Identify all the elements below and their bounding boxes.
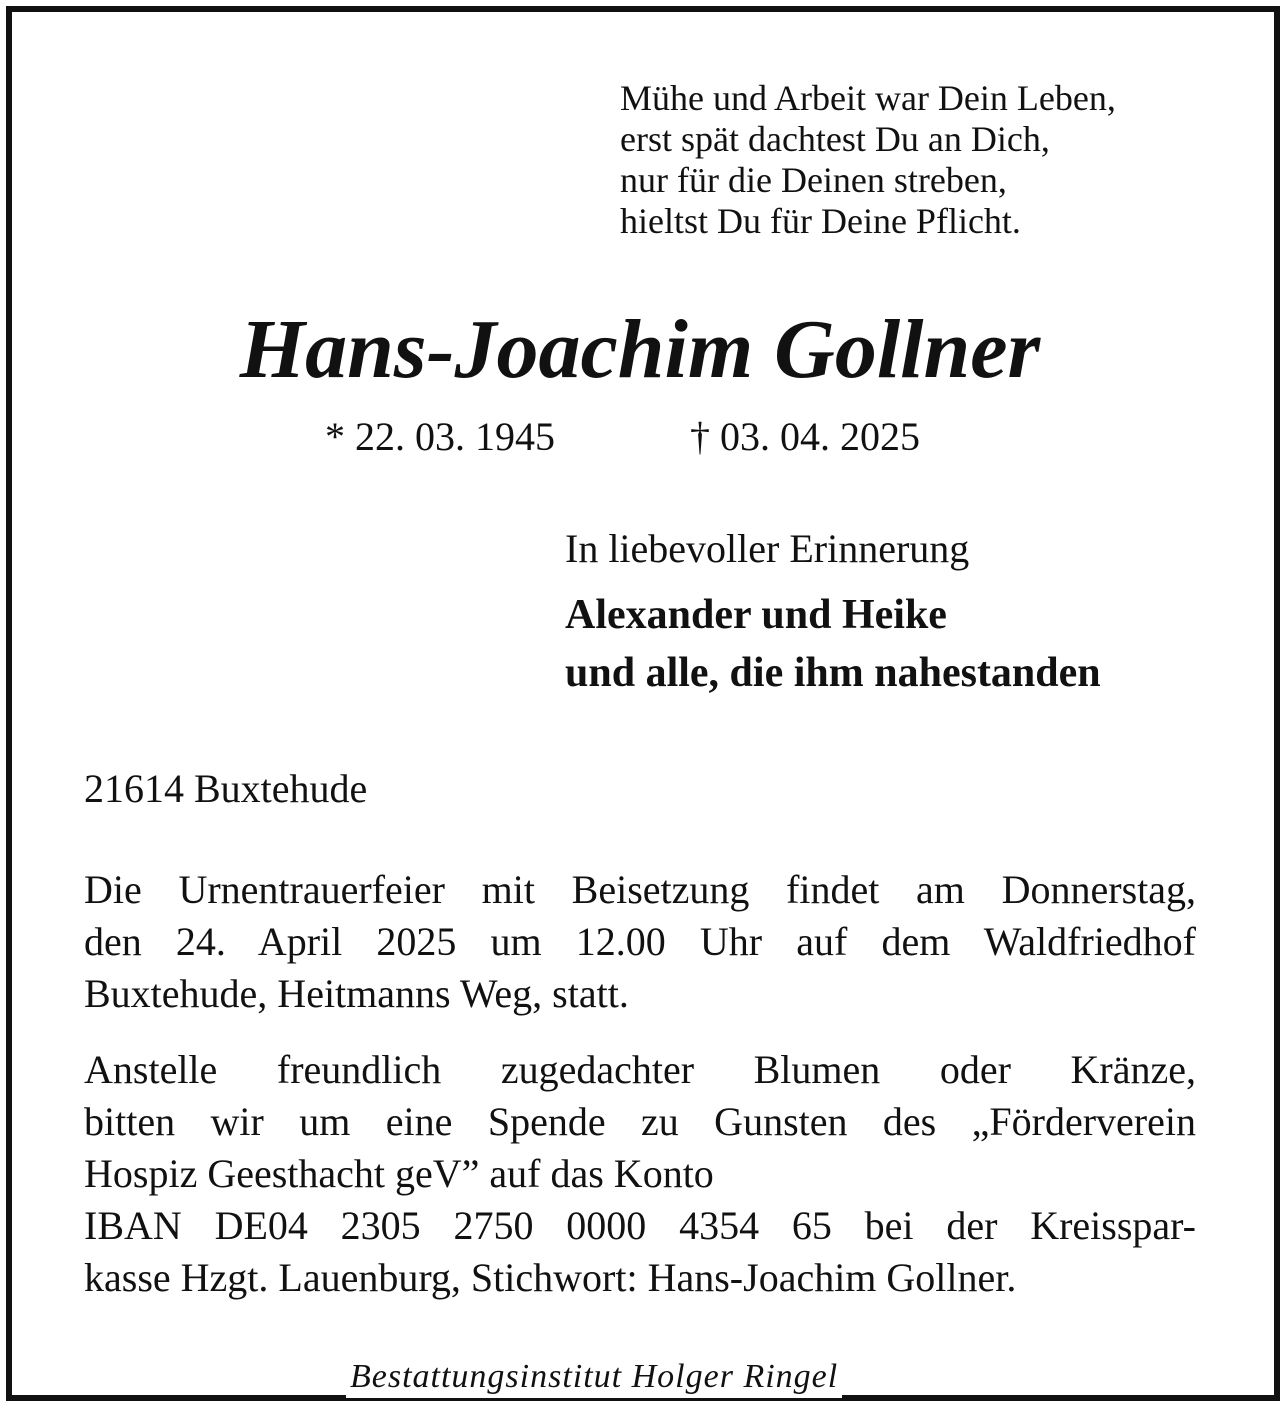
death-date: † 03. 04. 2025 [690, 414, 920, 459]
ceremony-line: den 24. April 2025 um 12.00 Uhr auf dem Waldfriedhof [84, 919, 1196, 964]
mourners-line: und alle, die ihm nahestanden [565, 650, 1101, 696]
memory-intro: In liebevoller Erinnerung [565, 526, 970, 571]
ceremony-paragraph [84, 864, 1196, 1020]
ceremony-line: Die Urnentrauerfeier mit Beisetzung findet am Donnerstag, [84, 867, 1196, 912]
donation-line: Hospiz Geesthacht geV” auf das Konto [84, 1151, 714, 1196]
verse-line: nur für die Deinen streben, [620, 160, 1007, 200]
donation-paragraph [84, 1044, 1196, 1304]
verse-line: erst spät dachtest Du an Dich, [620, 119, 1050, 159]
verse-line: Mühe und Arbeit war Dein Leben, [620, 78, 1116, 118]
footer [0, 1356, 1280, 1400]
mourners-names [565, 586, 1101, 702]
donation-line: Anstelle freundlich zugedachter Blumen oder Kränze, [84, 1047, 1196, 1092]
deceased-name: Hans-Joachim Gollner [239, 303, 1041, 396]
donation-line: IBAN DE04 2305 2750 0000 4354 65 bei der Kreisspar- [84, 1203, 1196, 1248]
birth-date: * 22. 03. 1945 [325, 414, 555, 459]
funeral-home-name: Bestattungsinstitut Holger Ringel [346, 1356, 842, 1398]
memorial-verse [620, 78, 1116, 242]
donation-line: kasse Hzgt. Lauenburg, Stichwort: Hans-Joachim Gollner. [84, 1255, 1017, 1300]
ceremony-line: Buxtehude, Heitmanns Weg, statt. [84, 971, 629, 1016]
mourners-line: Alexander und Heike [565, 592, 947, 638]
donation-line: bitten wir um eine Spende zu Gunsten des „Förderverein [84, 1099, 1196, 1144]
location: 21614 Buxtehude [84, 766, 368, 811]
verse-line: hieltst Du für Deine Pflicht. [620, 201, 1021, 241]
